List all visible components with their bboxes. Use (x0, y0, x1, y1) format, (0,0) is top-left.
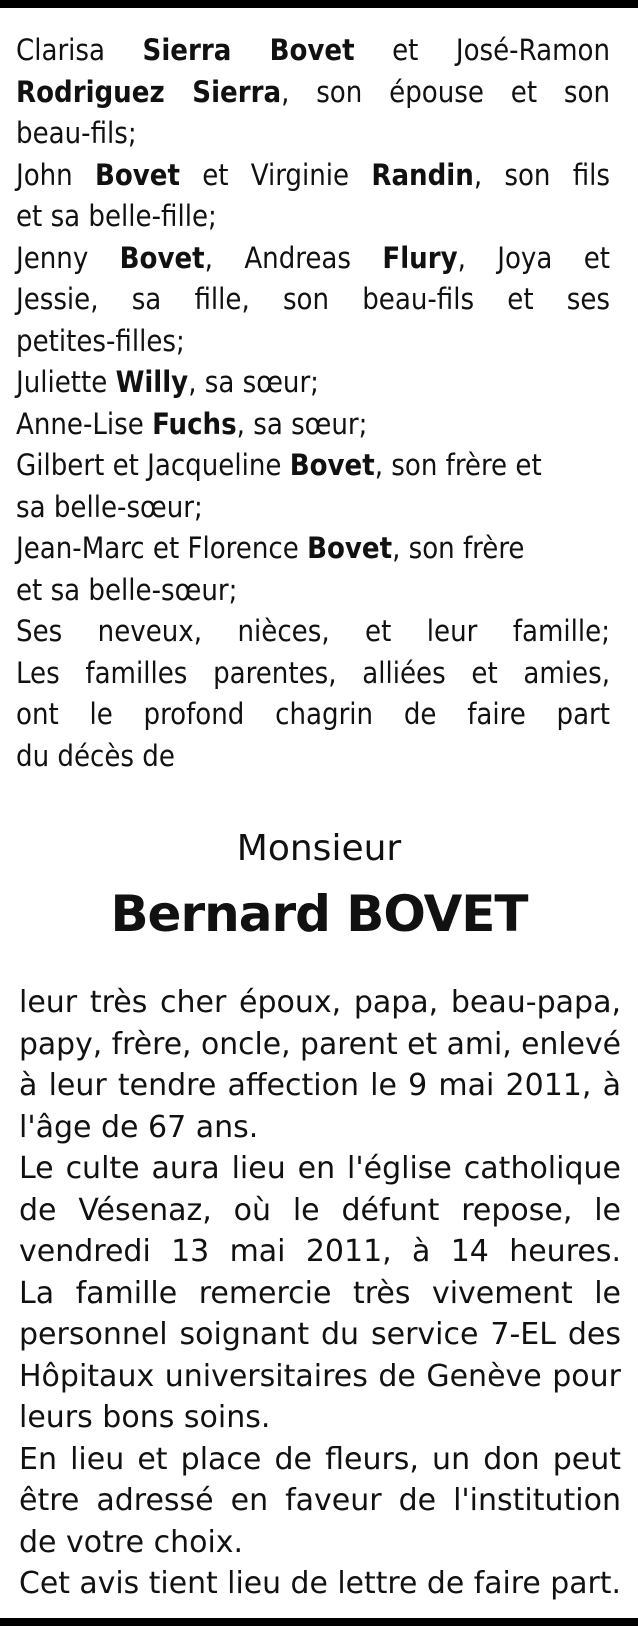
surname: Rodriguez Sierra (16, 74, 282, 109)
family-line: Ses neveux, nièces, et leur famille; (16, 614, 610, 648)
text: , son frère (392, 531, 525, 565)
family-line: et sa belle-fille; (16, 199, 217, 233)
text: et Virginie (179, 157, 372, 192)
text: , son épouse et son (281, 74, 610, 109)
notice-line: Hôpitaux universitaires de Genève pour (19, 1358, 621, 1394)
notice-line: leurs bons soins. (19, 1400, 271, 1435)
text: , Andreas (204, 240, 383, 275)
family-line (16, 30, 610, 72)
notice-line: La famille remercie très vivement le (19, 1275, 621, 1311)
text: , Joya et (457, 240, 611, 275)
notice-line: Le culte aura lieu en l'église catholique (19, 1151, 621, 1186)
text: , son frère et (374, 448, 542, 482)
family-line (16, 362, 610, 404)
notice-line: être adressé en faveur de l'institution (19, 1483, 621, 1518)
text: et José-Ramon (354, 33, 610, 67)
notice-line: de Vésenaz, où le défunt repose, le (19, 1192, 621, 1228)
text: Jenny (16, 240, 120, 275)
deceased-name: Bernard BOVET (110, 885, 528, 943)
surname: Flury (382, 240, 458, 275)
family-line: beau-fils; (16, 116, 137, 150)
notice-line: à leur tendre affection le 9 mai 2011, à (19, 1068, 621, 1103)
family-line: sa belle-sœur; (16, 489, 203, 524)
surname: Randin (371, 157, 474, 192)
notice-line: de votre choix. (19, 1524, 244, 1560)
family-line: ont le profond chagrin de faire part (16, 697, 610, 731)
family-line (16, 404, 610, 446)
notice-line: personnel soignant du service 7-EL des (19, 1317, 621, 1352)
surname: Bovet (119, 240, 205, 275)
family-line: petites-filles; (16, 323, 185, 358)
family-line: du décès de (16, 738, 175, 773)
surname: Sierra Bovet (142, 33, 355, 67)
text: John (16, 157, 95, 192)
surname: Bovet (307, 531, 393, 565)
family-line (16, 528, 610, 570)
family-line (16, 445, 610, 487)
text: Clarisa (16, 33, 143, 67)
family-line: Jessie, sa fille, son beau-fils et ses (16, 282, 610, 316)
family-line (16, 155, 610, 197)
notice-line: l'âge de 67 ans. (19, 1109, 259, 1145)
text: Jean-Marc et Florence (16, 531, 308, 565)
text: , sa sœur; (188, 365, 319, 399)
surname: Bovet (94, 157, 180, 192)
family-line (16, 72, 610, 114)
notice-line: vendredi 13 mai 2011, à 14 heures. (19, 1234, 621, 1269)
surname: Willy (115, 365, 189, 399)
family-line (16, 238, 610, 280)
deceased-honorific: Monsieur (236, 828, 402, 869)
text: Gilbert et Jacqueline (16, 448, 290, 482)
text: , son fils (473, 157, 610, 192)
notice-line: En lieu et place de fleurs, un don peut (19, 1441, 621, 1477)
text: Anne-Lise (16, 406, 153, 441)
family-line: Les familles parentes, alliées et amies, (16, 655, 610, 690)
surname: Fuchs (152, 406, 237, 441)
surname: Bovet (289, 448, 375, 482)
notice-body (19, 982, 621, 1605)
text: Juliette (16, 365, 116, 399)
notice-line: Cet avis tient lieu de lettre de faire part. (19, 1566, 621, 1601)
text: , sa sœur; (236, 406, 368, 441)
family-list (16, 30, 610, 777)
family-line: et sa belle-sœur; (16, 572, 238, 607)
notice-line: leur très cher époux, papa, beau-papa, (19, 985, 621, 1020)
notice-line: papy, frère, oncle, parent et ami, enlevé (19, 1026, 621, 1062)
